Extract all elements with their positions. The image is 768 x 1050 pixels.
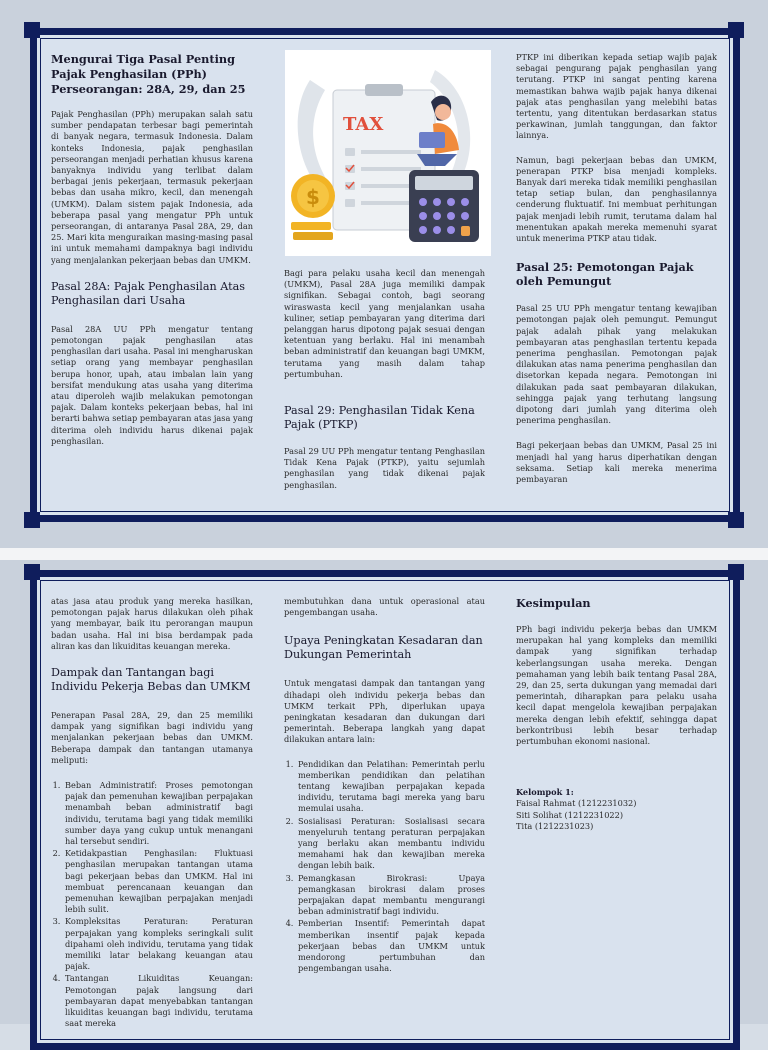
paragraph-upaya: Untuk mengatasi dampak dan tantangan yang dihadapi oleh individu pekerja bebas dan UMKM terkait PPh, diperlukan upaya peningkatan kesadaran dan dukungan dari pemerintah. Beberapa langkah yang dapat dilakukan antara lain: <box>284 678 485 745</box>
column-right <box>516 52 717 495</box>
paragraph-continued: atas jasa atau produk yang mereka hasilkan, pemotongan pajak harus dilakukan oleh pihak yang membayar, baik itu perorangan maupun badan usaha. Hal ini bisa berdampak pada aliran kas dan likuiditas keuangan mereka. <box>51 596 253 651</box>
heading-pasal-28a: Pasal 28A: Pajak Penghasilan Atas Penghasilan dari Usaha <box>51 279 246 307</box>
paragraph-pasal-25: Pasal 25 UU PPh mengatur tentang kewajiban pemotongan pajak oleh pemungut. Pemungut pajak adalah pihak yang melakukan pembayaran atas penghasilan tertentu kepada penerima penghasilan. Pemotongan pajak dilakukan atas nama penerima penghasilan dan disetorkan kepada negara. Pemotongan ini dilakukan pada saat pembayaran dilakukan, sehingga pajak yang terhutang langsung dipotong dari jumlah yang diterima oleh penerima penghasilan. <box>516 303 717 426</box>
column-right-2 <box>516 596 717 832</box>
paragraph-pasal-28a: Pasal 28A UU PPh mengatur tentang pemotongan pajak penghasilan atas penghasilan dari usaha. Pasal ini mengharuskan setiap orang yang membayar penghasilan berupa honor, upah, atau imbalan lain yang bersifat mendukung atas usaha yang diterima atau diperoleh wajib melakukan pemotongan pajak. Dalam konteks pekerjaan bebas, hal ini berarti bahwa setiap pembayaran atas jasa yang diterima oleh individu harus dikenai pajak penghasilan. <box>51 323 254 446</box>
corner-ornament <box>24 512 40 528</box>
column-middle-2 <box>284 596 485 975</box>
list-item: 4. Tantangan Likuiditas Keuangan: Pemotongan pajak langsung dari pembayaran dapat menyebabkan tantangan likuiditas keuangan bagi individu, terutama saat mereka <box>63 973 253 1029</box>
list-item: 3. Pemangkasan Birokrasi: Upaya pemangkasan birokrasi dalam proses perpajakan dapat membantu mengurangi beban administratif bagi individu. <box>296 873 485 918</box>
article-title: Mengurai Tiga Pasal Penting Pajak Penghasilan (PPh) Perseorangan: 28A, 29, dan 25 <box>51 52 246 96</box>
member-name: Siti Solihat (1212231022) <box>516 809 624 820</box>
list-item: 2. Ketidakpastian Penghasilan: Fluktuasi penghasilan merupakan tantangan utama bagi pekerjaan bebas dan UMKM. Hal ini membuat perencanaan keuangan dan pemenuhan kewajiban perpajakan menjadi lebih sulit. <box>63 848 253 915</box>
column-left <box>51 52 253 457</box>
page-gap <box>0 548 768 560</box>
tax-illustration <box>285 50 491 256</box>
list-item: 3. Kompleksitas Peraturan: Peraturan perpajakan yang kompleks seringkali sulit dipahami oleh individu, terutama yang tidak memiliki latar belakang keuangan atau pajak. <box>63 916 253 972</box>
list-item: 4. Pemberian Insentif: Pemerintah dapat memberikan insentif pajak kepada pekerjaan bebas dan UMKM untuk mendorong pertumbuhan dan pengembangan usaha. <box>296 918 485 974</box>
paragraph-kesimpulan: PPh bagi individu pekerja bebas dan UMKM merupakan hal yang kompleks dan memiliki dampak yang signifikan terhadap keberlangsungan usaha mereka. Dengan pemahaman yang lebih baik tentang Pasal 28A, 29, dan 25, serta dukungan yang memadai dari pemerintah, diharapkan para pelaku usaha kecil dapat mengelola kewajiban perpajakan mereka dengan lebih efektif, sehingga dapat berkontribusi lebih besar terhadap pertumbuhan ekonomi nasional. <box>516 624 717 747</box>
heading-kesimpulan: Kesimpulan <box>516 596 591 610</box>
paragraph-ptkp: PTKP ini diberikan kepada setiap wajib pajak sebagai pengurang pajak penghasilan yang terutang. PTKP ini sangat penting karena memastikan bahwa wajib pajak hanya dikenai pajak atas penghasilan yang melebihi batas tertentu, yang ditentukan berdasarkan status perkawinan, jumlah tanggungan, dan faktor lainnya. <box>516 52 717 141</box>
paragraph-ptkp-umkm: Namun, bagi pekerjaan bebas dan UMKM, penerapan PTKP bisa menjadi kompleks. Banyak dari mereka tidak memiliki penghasilan tetap setiap bulan, dan penghasilannya cenderung fluktuatif. Ini membuat perhitungan pajak menjadi lebih rumit, terutama dalam hal menentukan apakah mereka memenuhi syarat untuk menerima PTKP atau tidak. <box>516 154 717 244</box>
heading-upaya: Upaya Peningkatan Kesadaran dan Dukungan Pemerintah <box>284 634 483 662</box>
page-2 <box>0 560 768 1029</box>
corner-ornament <box>728 512 744 528</box>
heading-dampak: Dampak dan Tantangan bagi Individu Pekerja Bebas dan UMKM <box>51 666 251 694</box>
paragraph-pasal-29: Pasal 29 UU PPh mengatur tentang Penghasilan Tidak Kena Pajak (PTKP), yaitu sejumlah penghasilan yang tidak dikenai pajak penghasilan. <box>284 446 485 490</box>
svg-text:$: $ <box>306 185 320 209</box>
list-item: 2. Sosialisasi Peraturan: Sosialisasi secara menyeluruh tentang peraturan perpajakan yang berlaku akan membantu individu memahami hak dan kewajiban mereka dengan lebih baik. <box>296 816 485 872</box>
heading-pasal-25: Pasal 25: Pemotongan Pajak oleh Pemungut <box>516 260 694 289</box>
heading-pasal-29: Pasal 29: Penghasilan Tidak Kena Pajak (PTKP) <box>284 404 475 432</box>
column-middle <box>284 268 485 501</box>
list-item: 1. Beban Administratif: Proses pemotongan pajak dan pemenuhan kewajiban perpajakan menambah beban administratif bagi individu, terutama bagi yang tidak memiliki sumber daya yang cukup untuk menangani hal tersebut sendiri. <box>63 780 253 847</box>
list-dampak <box>51 780 253 1029</box>
paragraph-pasal-25-umkm: Bagi pekerjaan bebas dan UMKM, Pasal 25 ini menjadi hal yang harus diperhatikan dengan seksama. Setiap kali mereka menerima pembayaran <box>516 440 717 485</box>
corner-ornament <box>24 564 40 580</box>
list-item: 1. Pendidikan dan Pelatihan: Pemerintah perlu memberikan pendidikan dan pelatihan tentang kewajiban perpajakan kepada individu, terutama bagi mereka yang baru memulai usaha. <box>296 759 485 815</box>
paragraph-umkm-28a: Bagi para pelaku usaha kecil dan menengah (UMKM), Pasal 28A juga memiliki dampak signifikan. Sebagai contoh, bagi seorang wiraswasta kecil yang menjalankan usaha kuliner, setiap pembayaran yang diterima dari pelanggan harus dipotong pajak sesuai dengan ketentuan yang berlaku. Hal ini menambah beban administratif dan keuangan bagi UMKM, terutama yang masih dalam tahap pertumbuhan. <box>284 268 485 379</box>
paragraph-continued-2: membutuhkan dana untuk operasional atau pengembangan usaha. <box>284 596 485 618</box>
corner-ornament <box>728 22 744 38</box>
column-left-2 <box>51 596 253 1031</box>
intro-paragraph: Pajak Penghasilan (PPh) merupakan salah satu sumber pendapatan terbesar bagi pemerintah di banyak negara, termasuk Indonesia. Dalam konteks Indonesia, pajak penghasilan perseorangan menjadi perhatian khusus karena banyaknya individu yang terlibat dalam berbagai jenis pekerjaan, termasuk pekerjaan bebas dan usaha mikro, kecil, dan menengah (UMKM). Dalam sistem pajak Indonesia, ada beberapa pasal yang mengatur PPh untuk perseorangan, di antaranya Pasal 28A, 29, dan 25. Mari kita menguraikan masing-masing pasal ini untuk memahami dampaknya bagi individu yang menjalankan pekerjaan bebas dan UMKM. <box>51 109 253 265</box>
tax-label: TAX <box>343 114 384 135</box>
corner-ornament <box>24 22 40 38</box>
corner-ornament <box>728 564 744 580</box>
tax-illustration-graphic <box>285 50 491 256</box>
paragraph-dampak: Penerapan Pasal 28A, 29, dan 25 memiliki dampak yang signifikan bagi individu yang menjalankan pekerjaan bebas dan UMKM. Beberapa dampak dan tantangan utamanya meliputi: <box>51 710 253 765</box>
member-name: Tita (1212231023) <box>516 820 594 831</box>
list-upaya <box>284 759 485 975</box>
member-name: Faisal Rahmat (1212231032) <box>516 798 637 809</box>
group-label: Kelompok 1: <box>516 787 574 798</box>
